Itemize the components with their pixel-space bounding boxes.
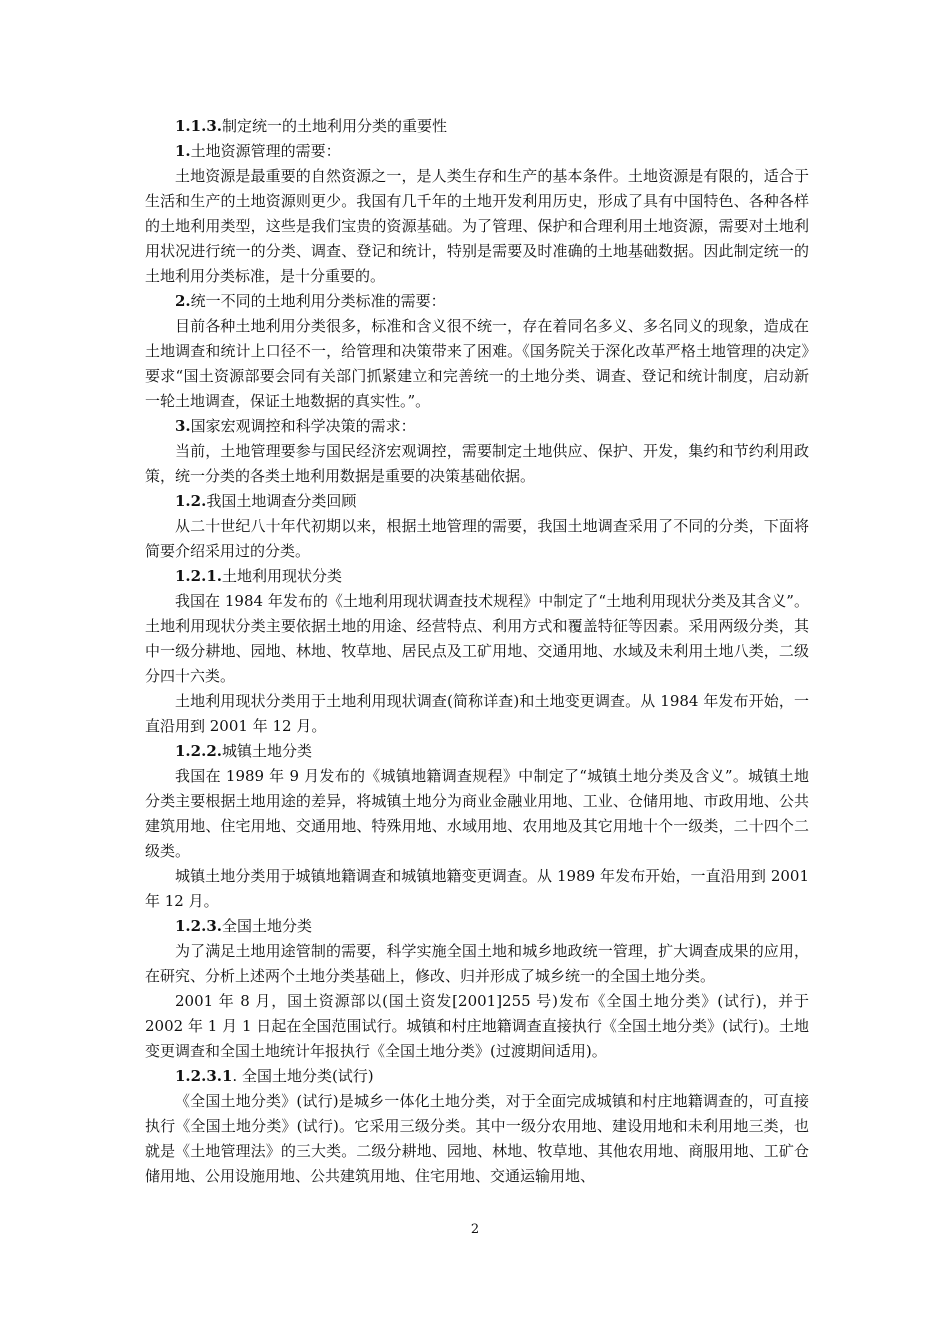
section-heading <box>145 1064 809 1089</box>
document-body <box>145 114 809 1189</box>
section-title: 统一不同的土地利用分类标准的需要： <box>190 292 446 310</box>
body-paragraph: 城镇土地分类用于城镇地籍调查和城镇地籍变更调查。从 1989 年发布开始，一直沿用到 2001 年 12 月。 <box>145 867 809 910</box>
section-heading <box>145 114 809 139</box>
section-number: 2. <box>175 292 191 310</box>
body-paragraph: 从二十世纪八十年代初期以来，根据土地管理的需要，我国土地调查采用了不同的分类，下面将简要介绍采用过的分类。 <box>145 517 809 560</box>
section-title: . 全国土地分类(试行) <box>232 1067 374 1085</box>
section-title: 城镇土地分类 <box>221 742 312 760</box>
section-heading <box>145 739 809 764</box>
section-title: 全国土地分类 <box>221 917 312 935</box>
section-number: 1.2.1. <box>175 567 222 585</box>
section-number: 1. <box>175 142 191 160</box>
section-number: 3. <box>175 417 191 435</box>
section-heading <box>145 914 809 939</box>
section-title: 我国土地调查分类回顾 <box>206 492 357 510</box>
section-number: 1.1.3. <box>175 117 222 135</box>
section-title: 土地资源管理的需要： <box>190 142 341 160</box>
body-paragraph: 目前各种土地利用分类很多，标准和含义很不统一，存在着同名多义、多名同义的现象，造成在土地调查和统计上口径不一，给管理和决策带来了困难。《国务院关于深化改革严格土地管理的决定》要求“国土资源部要会同有关部门抓紧建立和完善统一的土地分类、调查、登记和统计制度，启动新一轮土地调查，保证土地数据的真实性。”。 <box>145 317 809 410</box>
body-paragraph: 当前，土地管理要参与国民经济宏观调控，需要制定土地供应、保护、开发，集约和节约利用政策，统一分类的各类土地利用数据是重要的决策基础依据。 <box>145 442 809 485</box>
body-paragraph: 土地资源是最重要的自然资源之一，是人类生存和生产的基本条件。土地资源是有限的，适合于生活和生产的土地资源则更少。我国有几千年的土地开发利用历史，形成了具有中国特色、各种各样的土地利用类型，这些是我们宝贵的资源基础。为了管理、保护和合理利用土地资源，需要对土地利用状况进行统一的分类、调查、登记和统计，特别是需要及时准确的土地基础数据。因此制定统一的土地利用分类标准，是十分重要的。 <box>145 167 809 285</box>
section-heading <box>145 289 809 314</box>
body-paragraph: 《全国土地分类》(试行)是城乡一体化土地分类，对于全面完成城镇和村庄地籍调查的，可直接执行《全国土地分类》(试行)。它采用三级分类。其中一级分农用地、建设用地和未利用地三类，也就是《土地管理法》的三大类。二级分耕地、园地、林地、牧草地、其他农用地、商服用地、工矿仓储用地、公用设施用地、公共建筑用地、住宅用地、交通运输用地、 <box>145 1092 809 1185</box>
body-paragraph: 我国在 1984 年发布的《土地利用现状调查技术规程》中制定了“土地利用现状分类及其含义”。土地利用现状分类主要依据土地的用途、经营特点、利用方式和覆盖特征等因素。采用两级分类，其中一级分耕地、园地、林地、牧草地、居民点及工矿用地、交通用地、水域及未利用土地八类，二级分四十六类。 <box>145 592 809 685</box>
body-paragraph: 2001 年 8 月，国土资源部以(国土资发[2001]255 号)发布《全国土地分类》(试行)，并于 2002 年 1 月 1 日起在全国范围试行。城镇和村庄地籍调查直接执行《全国土地分类》(试行)。土地变更调查和全国土地统计年报执行《全国土地分类》(过渡期间适用)。 <box>145 992 809 1060</box>
section-heading <box>145 564 809 589</box>
section-heading <box>145 414 809 439</box>
section-number: 1.2.3.1 <box>175 1067 233 1085</box>
section-number: 1.2.2. <box>175 742 222 760</box>
section-heading <box>145 139 809 164</box>
section-title: 制定统一的土地利用分类的重要性 <box>221 117 447 135</box>
page-number: 2 <box>470 1222 480 1237</box>
section-number: 1.2. <box>175 492 207 510</box>
section-heading <box>145 489 809 514</box>
section-title: 国家宏观调控和科学决策的需求： <box>190 417 416 435</box>
section-title: 土地利用现状分类 <box>221 567 342 585</box>
body-paragraph: 我国在 1989 年 9 月发布的《城镇地籍调查规程》中制定了“城镇土地分类及含义”。城镇土地分类主要根据土地用途的差异，将城镇土地分为商业金融业用地、工业、仓储用地、市政用地、公共建筑用地、住宅用地、交通用地、特殊用地、水域用地、农用地及其它用地十个一级类，二十四个二级类。 <box>145 767 809 860</box>
body-paragraph: 土地利用现状分类用于土地利用现状调查(简称详查)和土地变更调查。从 1984 年发布开始，一直沿用到 2001 年 12 月。 <box>145 692 809 735</box>
section-number: 1.2.3. <box>175 917 222 935</box>
body-paragraph: 为了满足土地用途管制的需要，科学实施全国土地和城乡地政统一管理，扩大调查成果的应用，在研究、分析上述两个土地分类基础上，修改、归并形成了城乡统一的全国土地分类。 <box>145 942 809 985</box>
